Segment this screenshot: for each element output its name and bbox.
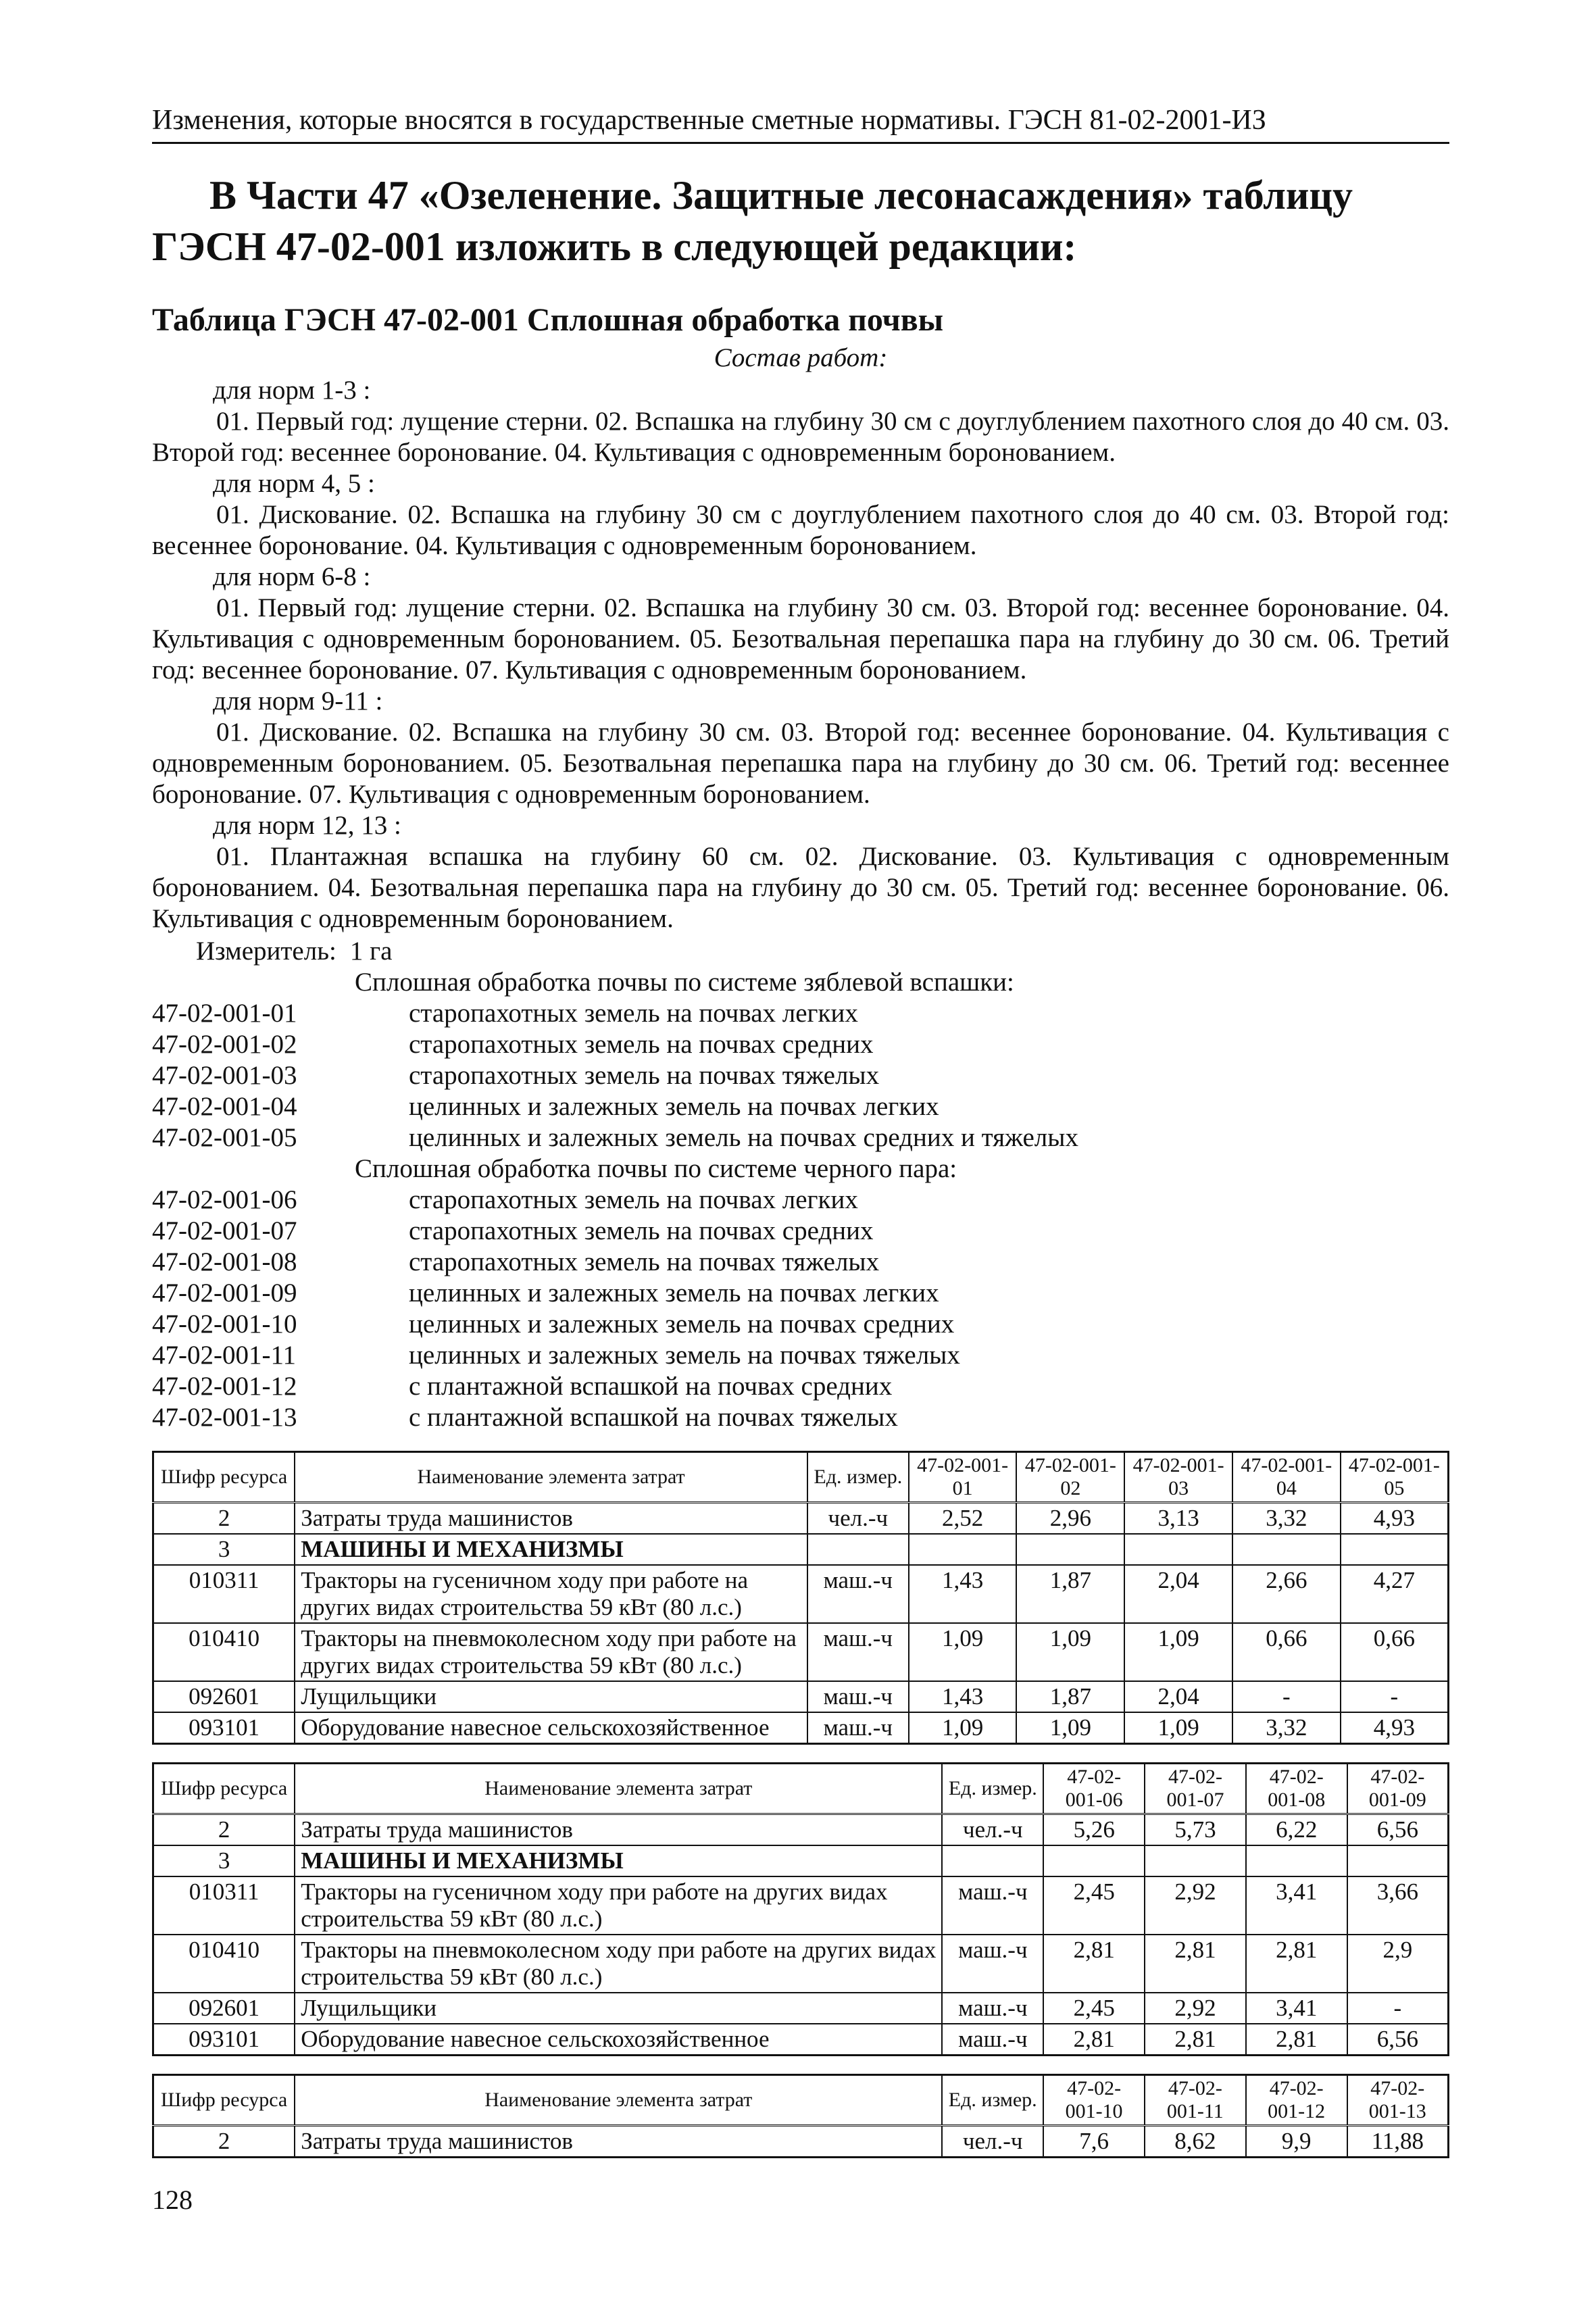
work-group-label: для норм 6-8 :: [213, 562, 371, 591]
norm-name: целинных и залежных земель на почвах легких: [409, 1278, 939, 1308]
table-row: [153, 1993, 1449, 2024]
resource-unit: маш.-ч: [807, 1681, 909, 1712]
running-header: Изменения, которые вносятся в государственные сметные нормативы. ГЭСН 81-02-2001-ИЗ: [152, 101, 1449, 144]
resource-name: МАШИНЫ И МЕХАНИЗМЫ: [295, 1534, 807, 1565]
main-title: В Части 47 «Озеленение. Защитные лесонасаждения» таблицу ГЭСН 47-02-001 изложить в следующей редакции:: [152, 173, 1353, 269]
col-header-norm: 47-02-001-09: [1347, 1764, 1449, 1814]
col-header-norm: 47-02-001-02: [1016, 1452, 1124, 1503]
resource-unit: маш.-ч: [807, 1712, 909, 1744]
resource-code: 2: [153, 1814, 295, 1846]
resource-value: 0,66: [1341, 1623, 1449, 1681]
resource-name: Оборудование навесное сельскохозяйственное: [295, 1712, 807, 1744]
resource-tables: [152, 1451, 1449, 2158]
resource-value: 6,22: [1246, 1814, 1347, 1846]
resource-value: 9,9: [1246, 2126, 1347, 2158]
resource-unit: маш.-ч: [807, 1623, 909, 1681]
resource-value: 2,96: [1016, 1503, 1124, 1535]
norm-list-item: [152, 1029, 1449, 1060]
norm-name: целинных и залежных земель на почвах средних: [409, 1310, 955, 1339]
resource-value: 4,27: [1341, 1565, 1449, 1623]
work-group-text: 01. Дискование. 02. Вспашка на глубину 30 см с доуглублением пахотного слоя до 40 см. 03. Второй год: весеннее боронование. 04. Культивация с одновременным боронованием.: [152, 500, 1449, 560]
resource-unit: маш.-ч: [942, 1993, 1043, 2024]
norm-name: с плантажной вспашкой на почвах тяжелых: [409, 1403, 898, 1432]
resource-value: 2,81: [1043, 2024, 1145, 2056]
resource-name: Тракторы на гусеничном ходу при работе на других видах строительства 59 кВт (80 л.с.): [295, 1876, 942, 1935]
table-title: Таблица ГЭСН 47-02-001 Сплошная обработка почвы: [152, 302, 944, 338]
norm-name: целинных и залежных земель на почвах средних и тяжелых: [409, 1123, 1078, 1152]
resource-code: 093101: [153, 2024, 295, 2056]
norm-list-item: [152, 1185, 1449, 1216]
work-group-label: для норм 1-3 :: [213, 376, 371, 405]
resource-value: [909, 1534, 1017, 1565]
measure-line: [196, 936, 1449, 967]
norm-name: старопахотных земель на почвах тяжелых: [409, 1061, 880, 1090]
resource-value: 2,04: [1124, 1681, 1232, 1712]
norm-code: 47-02-001-09: [152, 1278, 297, 1308]
table-row: [153, 1814, 1449, 1846]
resource-code: 010410: [153, 1623, 295, 1681]
resource-name: Затраты труда машинистов: [295, 2126, 942, 2158]
norm-name: старопахотных земель на почвах легких: [409, 999, 858, 1028]
resource-name: Оборудование навесное сельскохозяйственное: [295, 2024, 942, 2056]
resource-value: 2,66: [1232, 1565, 1341, 1623]
resource-name: Лущильщики: [295, 1993, 942, 2024]
resource-value: 2,81: [1145, 1935, 1246, 1993]
resource-value: 7,6: [1043, 2126, 1145, 2158]
table-row: [153, 1845, 1449, 1876]
resource-value: 3,41: [1246, 1993, 1347, 2024]
col-header-unit: Ед. измер.: [807, 1452, 909, 1503]
page-number: 128: [152, 2185, 193, 2215]
norm-code: 47-02-001-06: [152, 1185, 297, 1214]
resource-code: 092601: [153, 1993, 295, 2024]
table-row: [153, 1712, 1449, 1744]
table-row: [153, 2024, 1449, 2056]
work-group-label: для норм 9-11 :: [213, 687, 383, 716]
resource-value: [1246, 1845, 1347, 1876]
resource-value: [1341, 1534, 1449, 1565]
resource-value: 1,43: [909, 1565, 1017, 1623]
table-header-row: [153, 1452, 1449, 1503]
norm-list-group-2: [152, 1185, 1449, 1433]
resource-unit: чел.-ч: [942, 2126, 1043, 2158]
col-header-code: Шифр ресурса: [153, 1764, 295, 1814]
resource-value: -: [1232, 1681, 1341, 1712]
norm-list-item: [152, 1122, 1449, 1153]
norm-list-item: [152, 1402, 1449, 1433]
resource-name: МАШИНЫ И МЕХАНИЗМЫ: [295, 1845, 942, 1876]
resource-value: 2,04: [1124, 1565, 1232, 1623]
resource-value: 1,87: [1016, 1681, 1124, 1712]
resource-unit: [807, 1534, 909, 1565]
norm-code: 47-02-001-12: [152, 1372, 297, 1401]
document-page: [152, 101, 1449, 2158]
resource-code: 3: [153, 1534, 295, 1565]
resource-value: 3,13: [1124, 1503, 1232, 1535]
norm-name: старопахотных земель на почвах легких: [409, 1185, 858, 1214]
col-header-norm: 47-02-001-12: [1246, 2075, 1347, 2126]
resource-value: 4,93: [1341, 1503, 1449, 1535]
table-header-row: [153, 1764, 1449, 1814]
resource-value: 1,09: [1124, 1712, 1232, 1744]
norm-code: 47-02-001-04: [152, 1092, 297, 1121]
resource-unit: чел.-ч: [807, 1503, 909, 1535]
col-header-unit: Ед. измер.: [942, 2075, 1043, 2126]
resource-value: -: [1341, 1681, 1449, 1712]
resource-table-table1: [152, 1451, 1449, 1745]
work-group-label: для норм 12, 13 :: [213, 811, 401, 840]
table-row: [153, 1534, 1449, 1565]
resource-name: Затраты труда машинистов: [295, 1814, 942, 1846]
col-header-name: Наименование элемента затрат: [295, 1764, 942, 1814]
resource-value: [1347, 1845, 1449, 1876]
resource-table-table3: [152, 2074, 1449, 2158]
norm-code: 47-02-001-02: [152, 1030, 297, 1059]
resource-value: 3,66: [1347, 1876, 1449, 1935]
resource-value: 2,92: [1145, 1876, 1246, 1935]
norm-list-heading-1: Сплошная обработка почвы по системе зяблевой вспашки:: [355, 968, 1014, 997]
norm-list-item: [152, 1340, 1449, 1371]
resource-value: 2,52: [909, 1503, 1017, 1535]
resource-unit: [942, 1845, 1043, 1876]
resource-code: 092601: [153, 1681, 295, 1712]
resource-value: 6,56: [1347, 1814, 1449, 1846]
norm-code: 47-02-001-13: [152, 1403, 297, 1432]
col-header-norm: 47-02-001-08: [1246, 1764, 1347, 1814]
table-row: [153, 1876, 1449, 1935]
col-header-norm: 47-02-001-03: [1124, 1452, 1232, 1503]
resource-value: 1,87: [1016, 1565, 1124, 1623]
norm-list-item: [152, 1060, 1449, 1091]
work-group-text: 01. Плантажная вспашка на глубину 60 см. 02. Дискование. 03. Культивация с одновременным боронованием. 04. Безотвальная перепашка пара на глубину до 30 см. 05. Третий год: весеннее боронование. 06. Культивация с одновременным боронованием.: [152, 842, 1449, 933]
norm-code: 47-02-001-07: [152, 1216, 297, 1245]
norm-name: целинных и залежных земель на почвах легких: [409, 1092, 939, 1121]
composition-label: Состав работ:: [714, 343, 888, 372]
norm-name: старопахотных земель на почвах средних: [409, 1216, 874, 1245]
norm-code: 47-02-001-01: [152, 999, 297, 1028]
resource-table-table2: [152, 1762, 1449, 2056]
resource-code: 2: [153, 2126, 295, 2158]
resource-name: Тракторы на пневмоколесном ходу при работе на других видах строительства 59 кВт (80 л.с.): [295, 1623, 807, 1681]
norm-name: с плантажной вспашкой на почвах средних: [409, 1372, 893, 1401]
col-header-norm: 47-02-001-11: [1145, 2075, 1246, 2126]
resource-value: 3,32: [1232, 1712, 1341, 1744]
col-header-norm: 47-02-001-13: [1347, 2075, 1449, 2126]
resource-value: 5,26: [1043, 1814, 1145, 1846]
resource-code: 093101: [153, 1712, 295, 1744]
resource-value: 2,9: [1347, 1935, 1449, 1993]
resource-name: Тракторы на пневмоколесном ходу при работе на других видах строительства 59 кВт (80 л.с.): [295, 1935, 942, 1993]
col-header-name: Наименование элемента затрат: [295, 2075, 942, 2126]
resource-code: 010410: [153, 1935, 295, 1993]
norm-code: 47-02-001-08: [152, 1247, 297, 1276]
resource-value: 1,09: [1016, 1623, 1124, 1681]
resource-unit: маш.-ч: [942, 1935, 1043, 1993]
resource-name: Лущильщики: [295, 1681, 807, 1712]
col-header-norm: 47-02-001-10: [1043, 2075, 1145, 2126]
resource-value: 2,81: [1246, 2024, 1347, 2056]
resource-value: 2,81: [1145, 2024, 1246, 2056]
norm-list-item: [152, 1247, 1449, 1278]
resource-value: 3,32: [1232, 1503, 1341, 1535]
resource-value: 11,88: [1347, 2126, 1449, 2158]
resource-value: -: [1347, 1993, 1449, 2024]
resource-value: 5,73: [1145, 1814, 1246, 1846]
resource-value: 8,62: [1145, 2126, 1246, 2158]
resource-unit: маш.-ч: [942, 2024, 1043, 2056]
norm-code: 47-02-001-11: [152, 1341, 297, 1370]
norm-list-heading-2: Сплошная обработка почвы по системе черного пара:: [355, 1154, 957, 1183]
work-group-label: для норм 4, 5 :: [213, 469, 375, 498]
col-header-norm: 47-02-001-07: [1145, 1764, 1246, 1814]
resource-value: 3,41: [1246, 1876, 1347, 1935]
norm-list-group-1: [152, 998, 1449, 1153]
work-composition: [152, 375, 1449, 935]
resource-value: [1124, 1534, 1232, 1565]
resource-unit: чел.-ч: [942, 1814, 1043, 1846]
resource-value: [1232, 1534, 1341, 1565]
norm-list-item: [152, 1309, 1449, 1340]
resource-value: 1,09: [1016, 1712, 1124, 1744]
resource-value: 2,45: [1043, 1993, 1145, 2024]
work-group-text: 01. Первый год: лущение стерни. 02. Вспашка на глубину 30 см. 03. Второй год: весеннее боронование. 04. Культивация с одновременным боронованием. 05. Безотвальная перепашка пара на глубину до 30 см. 06. Третий год: весеннее боронование. 07. Культивация с одновременным боронованием.: [152, 593, 1449, 684]
norm-list-item: [152, 998, 1449, 1029]
norm-list-item: [152, 1216, 1449, 1247]
col-header-code: Шифр ресурса: [153, 1452, 295, 1503]
table-row: [153, 1681, 1449, 1712]
resource-value: 0,66: [1232, 1623, 1341, 1681]
resource-value: 2,45: [1043, 1876, 1145, 1935]
norm-code: 47-02-001-10: [152, 1310, 297, 1339]
resource-value: 2,92: [1145, 1993, 1246, 2024]
resource-code: 010311: [153, 1565, 295, 1623]
resource-value: 2,81: [1043, 1935, 1145, 1993]
table-header-row: [153, 2075, 1449, 2126]
table-row: [153, 1623, 1449, 1681]
resource-code: 010311: [153, 1876, 295, 1935]
norm-code: 47-02-001-05: [152, 1123, 297, 1152]
col-header-norm: 47-02-001-04: [1232, 1452, 1341, 1503]
table-row: [153, 1935, 1449, 1993]
resource-value: 2,81: [1246, 1935, 1347, 1993]
table-row: [153, 1503, 1449, 1535]
col-header-code: Шифр ресурса: [153, 2075, 295, 2126]
resource-value: 1,43: [909, 1681, 1017, 1712]
table-row: [153, 2126, 1449, 2158]
resource-name: Затраты труда машинистов: [295, 1503, 807, 1535]
norm-list-item: [152, 1278, 1449, 1309]
resource-value: 1,09: [909, 1623, 1017, 1681]
norm-list-item: [152, 1371, 1449, 1402]
resource-code: 3: [153, 1845, 295, 1876]
col-header-norm: 47-02-001-05: [1341, 1452, 1449, 1503]
resource-value: 1,09: [909, 1712, 1017, 1744]
work-group-text: 01. Дискование. 02. Вспашка на глубину 30 см. 03. Второй год: весеннее боронование. 04. Культивация с одновременным боронованием. 05. Безотвальная перепашка пара на глубину до 30 см. 06. Третий год: весеннее боронование. 07. Культивация с одновременным боронованием.: [152, 718, 1449, 809]
resource-name: Тракторы на гусеничном ходу при работе на других видах строительства 59 кВт (80 л.с.): [295, 1565, 807, 1623]
col-header-name: Наименование элемента затрат: [295, 1452, 807, 1503]
resource-value: 4,93: [1341, 1712, 1449, 1744]
norm-name: целинных и залежных земель на почвах тяжелых: [409, 1341, 960, 1370]
table-row: [153, 1565, 1449, 1623]
measure-label: Измеритель:: [196, 937, 336, 966]
work-group-text: 01. Первый год: лущение стерни. 02. Вспашка на глубину 30 см с доуглублением пахотного слоя до 40 см. 03. Второй год: весеннее боронование. 04. Культивация с одновременным боронованием.: [152, 407, 1449, 467]
col-header-unit: Ед. измер.: [942, 1764, 1043, 1814]
norm-name: старопахотных земель на почвах тяжелых: [409, 1247, 880, 1276]
resource-value: [1043, 1845, 1145, 1876]
col-header-norm: 47-02-001-06: [1043, 1764, 1145, 1814]
resource-value: [1016, 1534, 1124, 1565]
resource-code: 2: [153, 1503, 295, 1535]
resource-value: 1,09: [1124, 1623, 1232, 1681]
col-header-norm: 47-02-001-01: [909, 1452, 1017, 1503]
resource-unit: маш.-ч: [942, 1876, 1043, 1935]
norm-code: 47-02-001-03: [152, 1061, 297, 1090]
resource-value: 6,56: [1347, 2024, 1449, 2056]
measure-unit: 1 га: [349, 937, 393, 966]
norm-name: старопахотных земель на почвах средних: [409, 1030, 874, 1059]
norm-list-item: [152, 1091, 1449, 1122]
resource-value: [1145, 1845, 1246, 1876]
resource-unit: маш.-ч: [807, 1565, 909, 1623]
